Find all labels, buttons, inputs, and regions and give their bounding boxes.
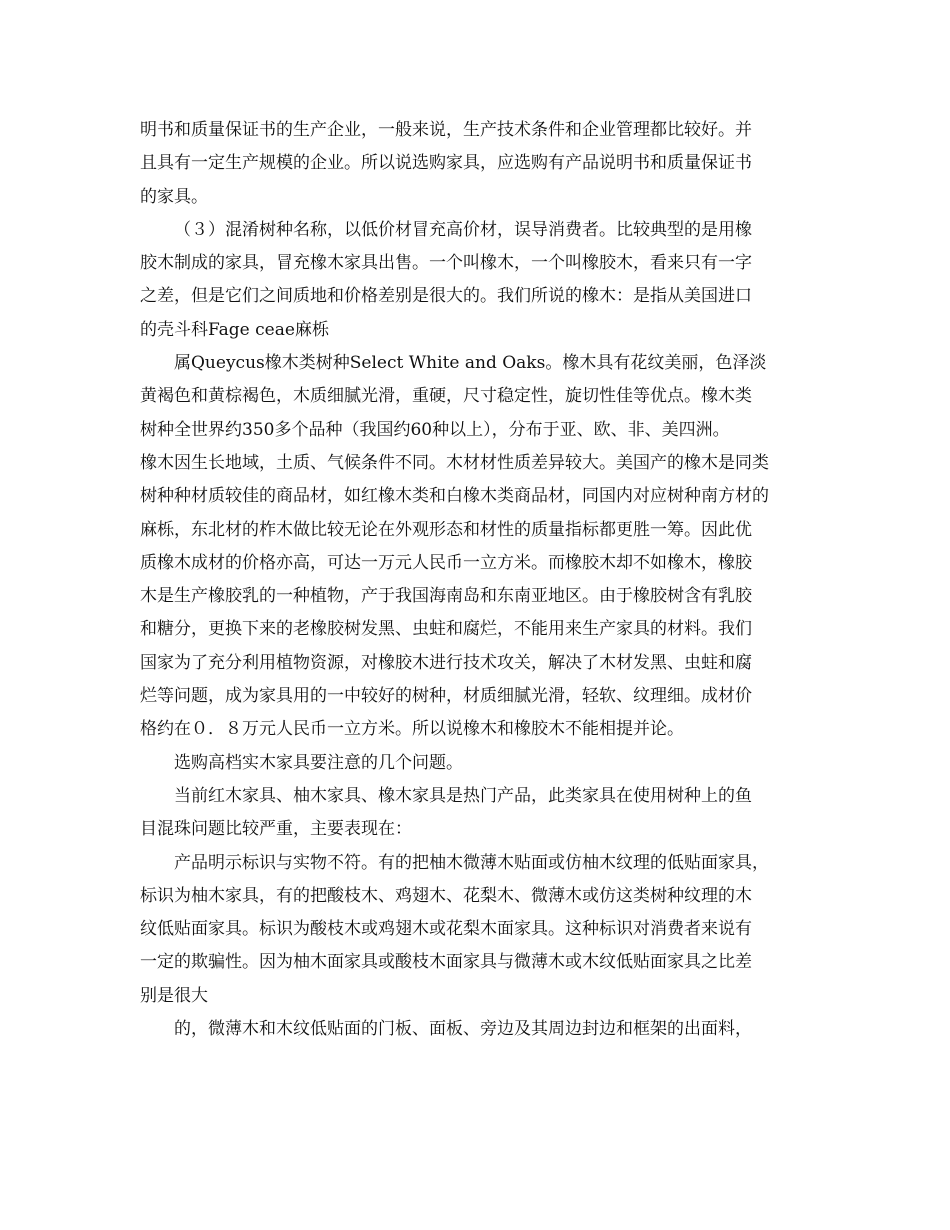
text-line: 和糖分，更换下来的老橡胶树发黑、虫蛀和腐烂，不能用来生产家具的材料。我们 — [140, 619, 752, 640]
text-line: 格约在０．８万元人民币一立方米。所以说橡木和橡胶木不能相提并论。 — [140, 719, 684, 740]
text-line: 一定的欺骗性。因为柚木面家具或酸枝木面家具与微薄木或木纹低贴面家具之比差 — [140, 952, 752, 973]
text-line: 橡木因生长地域，土质、气候条件不同。木材材性质差异较大。美国产的橡木是同类 — [140, 452, 769, 473]
text-line: 且具有一定生产规模的企业。所以说选购家具，应选购有产品说明书和质量保证书 — [140, 153, 752, 174]
text-line: 树种种材质较佳的商品材，如红橡木类和白橡木类商品材，同国内对应树种南方材的 — [140, 486, 769, 507]
text-line: 选购高档实木家具要注意的几个问题。 — [174, 752, 463, 773]
text-line: 树种全世界约350多个品种（我国约60种以上），分布于亚、欧、非、美四洲。 — [140, 419, 730, 440]
text-line: （３）混淆树种名称，以低价材冒充高价材，误导消费者。比较典型的是用橡 — [174, 219, 752, 240]
text-line: 当前红木家具、柚木家具、橡木家具是热门产品，此类家具在使用树种上的鱼 — [174, 785, 752, 806]
text-line: 别是很大 — [140, 985, 208, 1006]
text-line: 明书和质量保证书的生产企业，一般来说，生产技术条件和企业管理都比较好。并 — [140, 120, 752, 140]
text-line: 标识为柚木家具，有的把酸枝木、鸡翅木、花梨木、微薄木或仿这类树种纹理的木 — [140, 885, 752, 906]
text-line: 属Queycus橡木类树种Select White and Oaks。橡木具有花纹美丽，色泽淡 — [174, 353, 767, 374]
text-line: 的家具。 — [140, 186, 208, 207]
text-line: 的，微薄木和木纹低贴面的门板、面板、旁边及其周边封边和框架的出面料， — [174, 1019, 752, 1040]
text-line: 烂等问题，成为家具用的一中较好的树种，材质细腻光滑，轻软、纹理细。成材价 — [140, 686, 752, 707]
text-line: 产品明示标识与实物不符。有的把柚木微薄木贴面或仿柚木纹理的低贴面家具， — [174, 852, 769, 873]
text-line: 胶木制成的家具，冒充橡木家具出售。一个叫橡木，一个叫橡胶木，看来只有一字 — [140, 253, 752, 274]
text-line: 之差，但是它们之间质地和价格差别是很大的。我们所说的橡木：是指从美国进口 — [140, 286, 752, 307]
text-line: 目混珠问题比较严重，主要表现在： — [140, 819, 412, 840]
text-line: 的壳斗科Fage ceae麻栎 — [140, 319, 329, 340]
text-line: 麻栎，东北材的柞木做比较无论在外观形态和材性的质量指标都更胜一筹。因此优 — [140, 519, 752, 540]
text-line: 木是生产橡胶乳的一种植物，产于我国海南岛和东南亚地区。由于橡胶树含有乳胶 — [140, 586, 752, 607]
text-line: 纹低贴面家具。标识为酸枝木或鸡翅木或花梨木面家具。这种标识对消费者来说有 — [140, 919, 752, 940]
text-line: 质橡木成材的价格亦高，可达一万元人民币一立方米。而橡胶木却不如橡木，橡胶 — [140, 552, 752, 573]
text-line: 黄褐色和黄棕褐色，木质细腻光滑，重硬，尺寸稳定性，旋切性佳等优点。橡木类 — [140, 386, 752, 407]
document-body — [140, 114, 830, 1046]
text-line: 国家为了充分利用植物资源，对橡胶木进行技术攻关，解决了木材发黑、虫蛀和腐 — [140, 652, 752, 673]
